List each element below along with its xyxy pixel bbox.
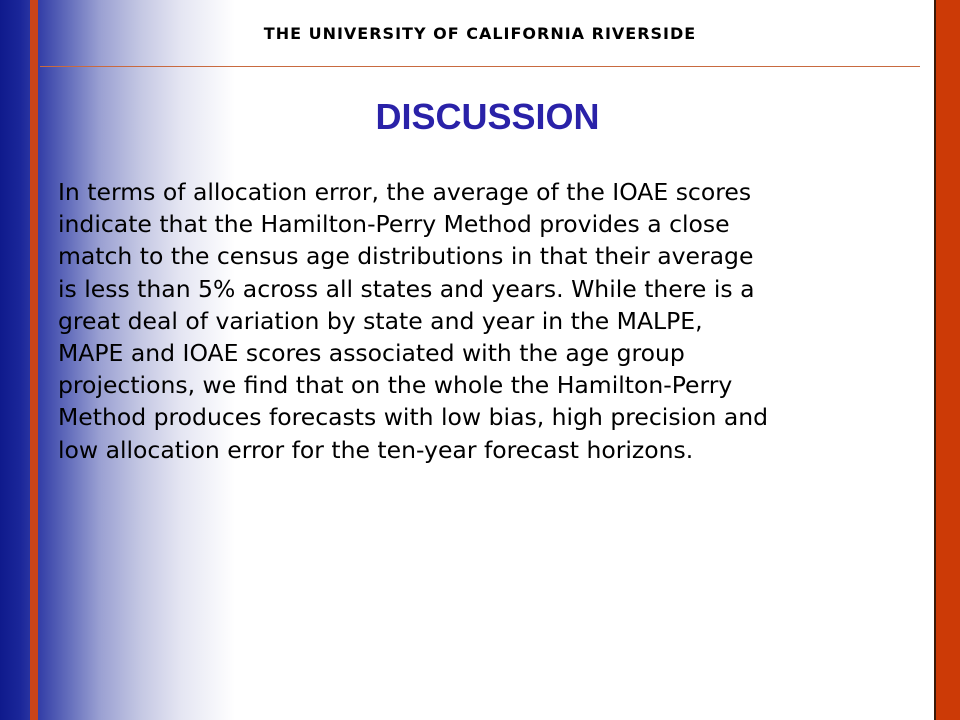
body-line: great deal of variation by state and year in the MALPE, <box>58 306 703 335</box>
body-line: indicate that the Hamilton-Perry Method provides a close <box>58 210 730 239</box>
slide-title: DISCUSSION <box>375 96 600 137</box>
slide-body <box>58 176 928 466</box>
university-header: THE UNIVERSITY OF CALIFORNIA RIVERSIDE <box>263 24 697 43</box>
body-line: low allocation error for the ten-year forecast horizons. <box>58 435 694 464</box>
body-line: is less than 5% across all states and years. While there is a <box>58 274 755 303</box>
body-line: MAPE and IOAE scores associated with the age group <box>58 339 685 368</box>
header-divider <box>40 66 920 67</box>
body-line: match to the census age distributions in that their average <box>58 242 754 271</box>
body-line: Method produces forecasts with low bias, high precision and <box>58 403 769 432</box>
body-line: projections, we find that on the whole the Hamilton-Perry <box>58 371 733 400</box>
body-line: In terms of allocation error, the average of the IOAE scores <box>58 178 752 206</box>
